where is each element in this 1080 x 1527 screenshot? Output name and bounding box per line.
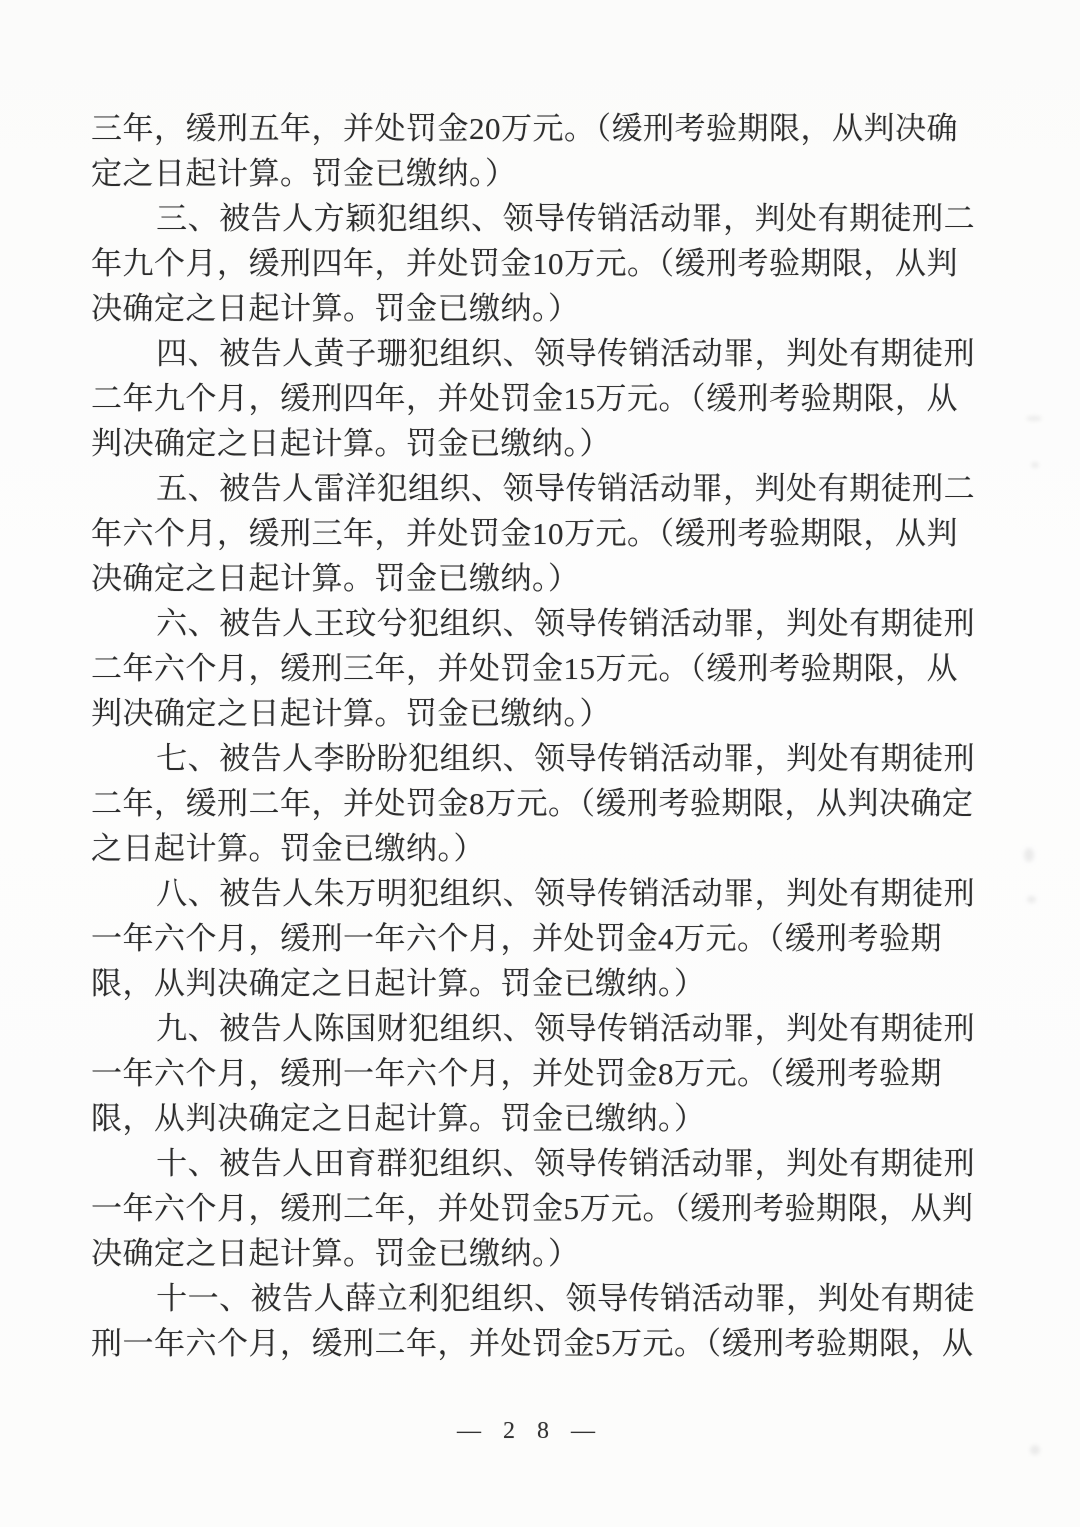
text-line: 判决确定之日起计算。罚金已缴纳。） <box>91 696 611 731</box>
text-line: 四、被告人黄子珊犯组织、领导传销活动罪，判处有期徒刑 <box>156 336 976 371</box>
text-line: 三、被告人方颖犯组织、领导传销活动罪，判处有期徒刑二 <box>156 201 976 236</box>
text-line: 二年六个月，缓刑三年，并处罚金15万元。（缓刑考验期限，从 <box>91 651 958 686</box>
text-line: 二年，缓刑二年，并处罚金8万元。（缓刑考验期限，从判决确定 <box>91 786 974 821</box>
text-line: 刑一年六个月，缓刑二年，并处罚金5万元。（缓刑考验期限，从 <box>91 1326 974 1361</box>
text-line: 六、被告人王玟兮犯组织、领导传销活动罪，判处有期徒刑 <box>156 606 976 641</box>
judgment-text-block <box>91 106 976 1366</box>
text-line: 决确定之日起计算。罚金已缴纳。） <box>91 1236 580 1271</box>
text-line: 二年九个月，缓刑四年，并处罚金15万元。（缓刑考验期限，从 <box>91 381 958 416</box>
scan-artifact <box>1031 462 1039 468</box>
text-line: 年九个月，缓刑四年，并处罚金10万元。（缓刑考验期限，从判 <box>91 246 958 281</box>
text-line: 一年六个月，缓刑一年六个月，并处罚金4万元。（缓刑考验期 <box>91 921 942 956</box>
scan-artifact <box>1027 896 1036 903</box>
text-line: 十、被告人田育群犯组织、领导传销活动罪，判处有期徒刑 <box>156 1146 976 1181</box>
text-line: 决确定之日起计算。罚金已缴纳。） <box>91 561 580 596</box>
text-line: 定之日起计算。罚金已缴纳。） <box>91 156 517 191</box>
text-line: 十一、被告人薛立利犯组织、领导传销活动罪，判处有期徒 <box>156 1281 976 1316</box>
text-line: 限，从判决确定之日起计算。罚金已缴纳。） <box>91 966 706 1001</box>
scan-artifact <box>1030 1445 1040 1455</box>
text-line: 七、被告人李盼盼犯组织、领导传销活动罪，判处有期徒刑 <box>156 741 976 776</box>
text-line: 限，从判决确定之日起计算。罚金已缴纳。） <box>91 1101 706 1136</box>
text-line: 年六个月，缓刑三年，并处罚金10万元。（缓刑考验期限，从判 <box>91 516 958 551</box>
text-line: 九、被告人陈国财犯组织、领导传销活动罪，判处有期徒刑 <box>156 1011 976 1046</box>
text-line: 判决确定之日起计算。罚金已缴纳。） <box>91 426 611 461</box>
page-number: — 2 8 — <box>457 1418 603 1444</box>
text-line: 决确定之日起计算。罚金已缴纳。） <box>91 291 580 326</box>
scan-artifact <box>1024 848 1034 862</box>
text-line: 八、被告人朱万明犯组织、领导传销活动罪，判处有期徒刑 <box>156 876 976 911</box>
text-line: 三年，缓刑五年，并处罚金20万元。（缓刑考验期限，从判决确 <box>91 111 958 146</box>
text-line: 五、被告人雷洋犯组织、领导传销活动罪，判处有期徒刑二 <box>156 471 976 506</box>
scan-artifact <box>1026 416 1042 421</box>
text-line: 一年六个月，缓刑一年六个月，并处罚金8万元。（缓刑考验期 <box>91 1056 942 1091</box>
text-line: 之日起计算。罚金已缴纳。） <box>91 831 485 866</box>
text-line: 一年六个月，缓刑二年，并处罚金5万元。（缓刑考验期限，从判 <box>91 1191 974 1226</box>
